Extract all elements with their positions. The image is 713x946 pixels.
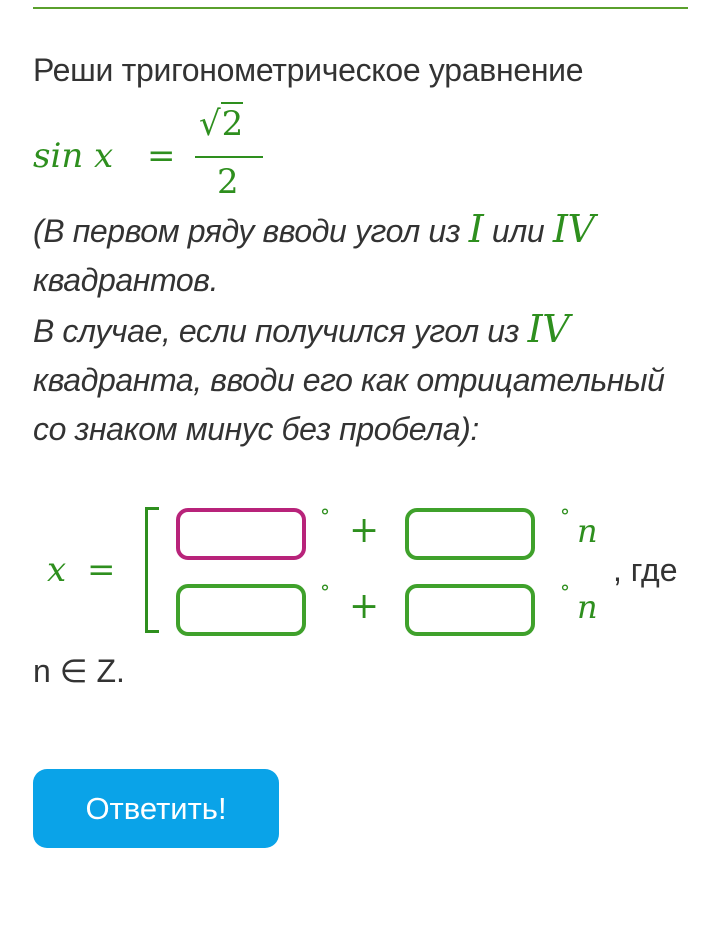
plus-sign-row1: + <box>349 510 380 551</box>
degree-sign-row1-b: ° <box>560 504 570 528</box>
sqrt-radicand: 2 <box>221 104 244 144</box>
angle-input-row2[interactable] <box>176 584 306 636</box>
answer-variable: x <box>47 550 67 590</box>
domain-note: n ∈ Z. <box>33 653 125 689</box>
plus-sign-row2: + <box>349 586 380 627</box>
answer-equals: = <box>87 550 116 590</box>
instructions-part2: В случае, если получился угол из <box>33 313 528 349</box>
instructions-or: или <box>483 213 553 249</box>
fraction-denominator: 2 <box>217 162 239 202</box>
degree-sign-row1-a: ° <box>320 504 330 528</box>
instructions-part3: квадранта, вводи его как отрицательный со знаком минус без пробела): <box>33 362 665 447</box>
task-title: Реши тригонометрическое уравнение <box>33 52 584 88</box>
roman-four-second: IV <box>527 307 570 351</box>
roman-four: IV <box>552 207 595 251</box>
roman-one: I <box>468 207 484 251</box>
fraction-numerator <box>199 104 243 144</box>
equation-fraction <box>195 100 265 210</box>
degree-sign-row2-b: ° <box>560 580 570 604</box>
degree-sign-row2-a: ° <box>320 580 330 604</box>
n-variable-row1: n <box>577 512 598 550</box>
instructions-part1: (В первом ряду вводи угол из <box>33 213 469 249</box>
top-divider <box>33 7 688 9</box>
period-input-row1[interactable] <box>405 508 535 560</box>
instructions-quadrants: квадрантов. <box>33 262 219 298</box>
equation-equals: = <box>147 136 176 176</box>
n-variable-row2: n <box>577 588 598 626</box>
instructions <box>33 205 683 454</box>
submit-button[interactable]: Ответить! <box>33 769 279 848</box>
answer-system <box>33 500 693 650</box>
angle-input-row1[interactable] <box>176 508 306 560</box>
equation-lhs: sin x <box>33 136 114 176</box>
fraction-bar <box>195 156 263 158</box>
system-bracket <box>145 507 159 633</box>
sqrt-sign: √ <box>199 104 221 144</box>
where-label: , где <box>613 552 678 588</box>
period-input-row2[interactable] <box>405 584 535 636</box>
